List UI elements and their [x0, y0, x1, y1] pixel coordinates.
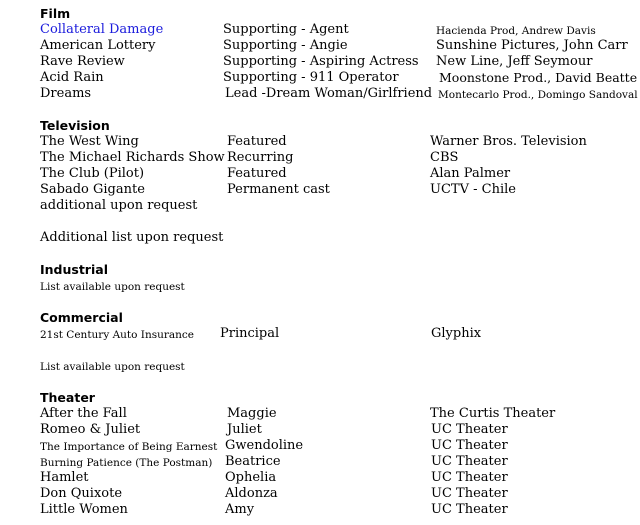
theater-company: The Curtis Theater	[430, 406, 556, 421]
tv-role: Featured	[227, 166, 287, 181]
theater-title: The Importance of Being Earnest	[40, 441, 218, 453]
tv-title: The Club (Pilot)	[40, 166, 145, 181]
theater-heading: Theater	[40, 390, 95, 405]
commercial-role: Principal	[220, 326, 280, 341]
tv-role: Featured	[227, 134, 287, 149]
film-role: Supporting - Agent	[223, 22, 349, 37]
film-company: Hacienda Prod, Andrew Davis	[436, 25, 596, 37]
theater-role: Gwendoline	[225, 438, 304, 453]
film-heading: Film	[40, 6, 71, 21]
commercial-company: Glyphix	[431, 326, 482, 341]
film-title: Dreams	[40, 86, 92, 101]
theater-title: Hamlet	[40, 470, 89, 485]
theater-role: Maggie	[227, 406, 277, 421]
theater-title: Burning Patience (The Postman)	[40, 457, 213, 469]
film-role: Supporting - Angie	[223, 38, 348, 53]
film-company: New Line, Jeff Seymour	[436, 54, 593, 69]
theater-title: Little Women	[40, 502, 128, 517]
tv-role: Permanent cast	[227, 182, 330, 197]
theater-title: After the Fall	[40, 406, 127, 421]
commercial-note: List available upon request	[40, 361, 185, 373]
theater-role: Beatrice	[225, 454, 281, 469]
film-company: Moonstone Prod., David Beatte	[439, 70, 638, 85]
theater-title: Don Quixote	[40, 486, 123, 501]
film-title: Rave Review	[40, 54, 125, 69]
tv-note: additional upon request	[40, 198, 198, 213]
tv-additional-note: Additional list upon request	[40, 230, 224, 245]
tv-role: Recurring	[227, 150, 294, 165]
film-company: Montecarlo Prod., Domingo Sandoval	[438, 89, 638, 101]
film-role: Supporting - Aspiring Actress	[223, 54, 419, 69]
television-heading: Television	[40, 118, 110, 133]
industrial-heading: Industrial	[40, 262, 108, 277]
theater-company: UC Theater	[431, 454, 508, 469]
tv-title: The Michael Richards Show	[40, 150, 225, 165]
film-role: Supporting - 911 Operator	[223, 70, 399, 85]
tv-company: UCTV - Chile	[430, 182, 516, 197]
theater-company: UC Theater	[431, 486, 508, 501]
industrial-note: List available upon request	[40, 281, 185, 293]
theater-company: UC Theater	[431, 438, 508, 453]
theater-role: Amy	[225, 502, 255, 517]
film-title-link[interactable]: Collateral Damage	[40, 22, 164, 37]
film-title: American Lottery	[40, 38, 156, 53]
tv-title: Sabado Gigante	[40, 182, 145, 197]
theater-title: Romeo & Juliet	[40, 422, 141, 437]
commercial-title: 21st Century Auto Insurance	[40, 329, 195, 341]
tv-company: CBS	[430, 150, 459, 165]
theater-role: Ophelia	[225, 470, 277, 485]
tv-company: Warner Bros. Television	[430, 134, 587, 149]
film-role: Lead -Dream Woman/Girlfriend	[225, 86, 433, 101]
theater-role: Juliet	[227, 422, 262, 437]
tv-title: The West Wing	[40, 134, 139, 149]
film-company: Sunshine Pictures, John Carr	[436, 38, 628, 53]
film-title: Acid Rain	[40, 70, 104, 85]
theater-company: UC Theater	[431, 502, 508, 517]
theater-role: Aldonza	[225, 486, 278, 501]
theater-company: UC Theater	[431, 470, 508, 485]
theater-company: UC Theater	[431, 422, 508, 437]
commercial-heading: Commercial	[40, 310, 123, 325]
tv-company: Alan Palmer	[430, 166, 511, 181]
